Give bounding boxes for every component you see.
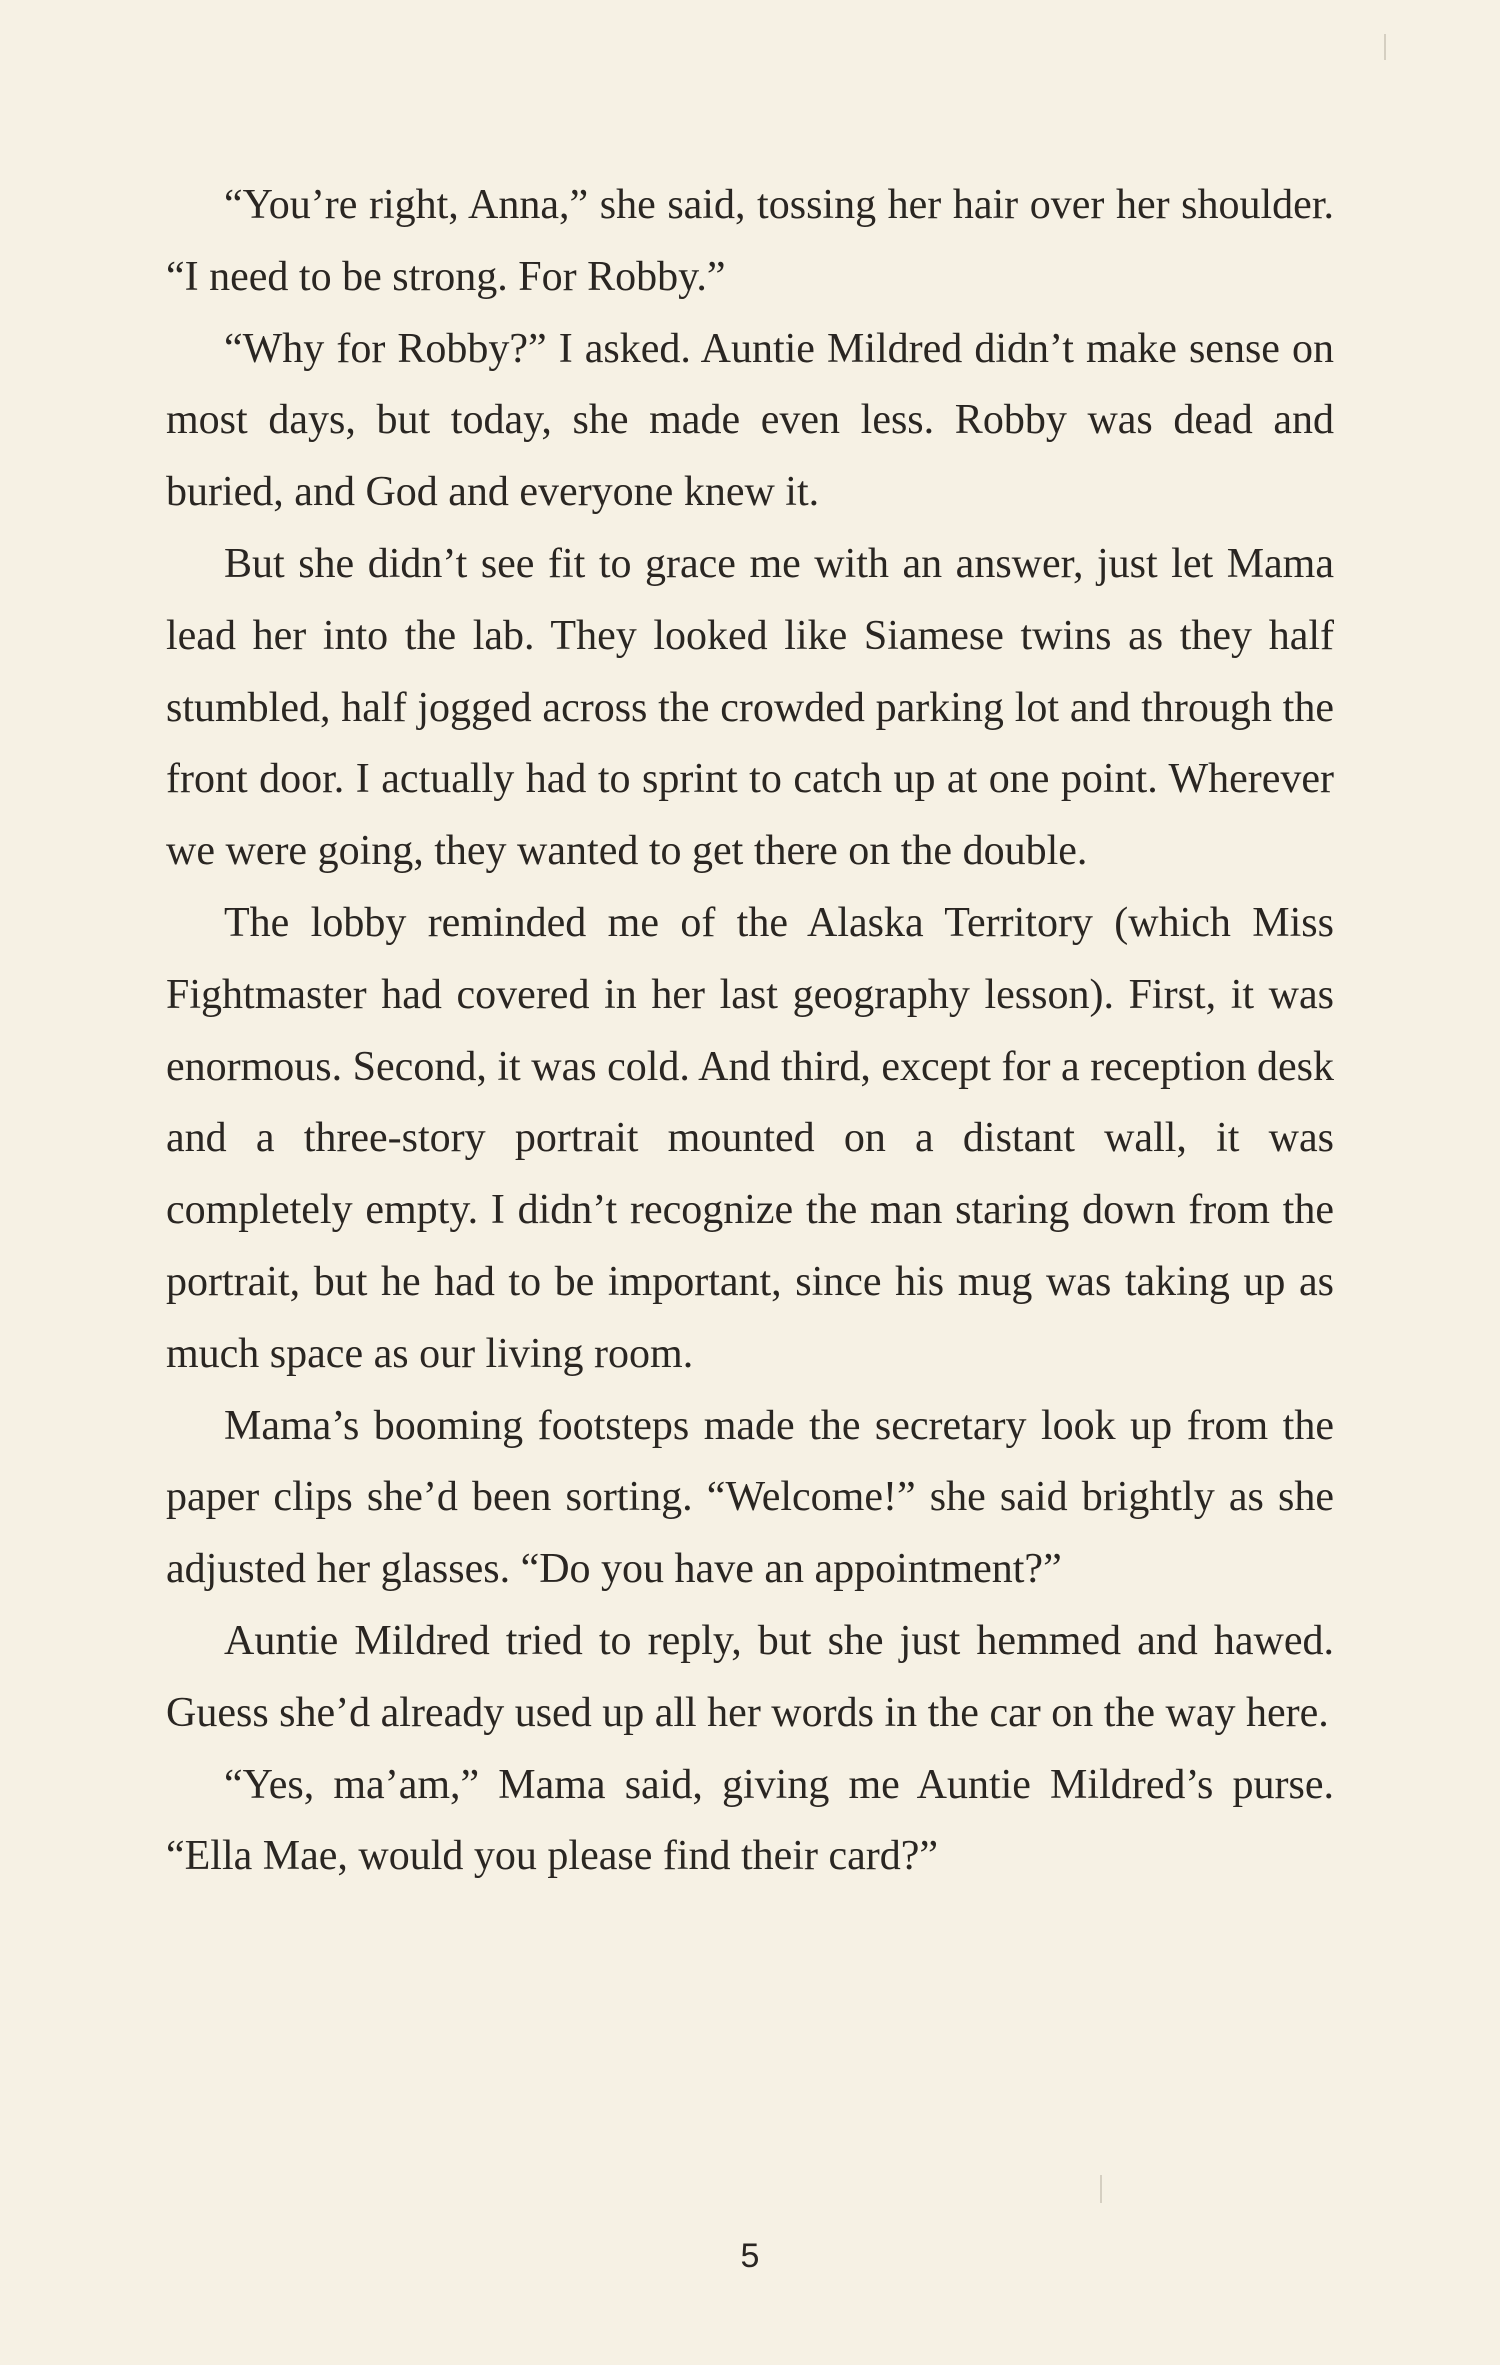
scan-mark — [1384, 34, 1386, 60]
scan-mark — [1100, 2175, 1102, 2203]
body-text — [166, 170, 1334, 1893]
paragraph: Auntie Mildred tried to reply, but she just hemmed and hawed. Guess she’d already used up all her words in the car on the way here. — [166, 1617, 1334, 1736]
paragraph: “Why for Robby?” I asked. Auntie Mildred didn’t make sense on most days, but today, she made even less. Robby was dead and buried, and God and everyone knew it. — [166, 325, 1334, 516]
page-number: 5 — [740, 2237, 760, 2275]
paragraph: The lobby reminded me of the Alaska Territory (which Miss Fightmaster had covered in her last geography lesson). First, it was enormous. Second, it was cold. And third, except for a reception desk and a three-story portrait mounted on a distant wall, it was completely empty. I didn’t recognize the man staring down from the portrait, but he had to be important, since his mug was taking up as much space as our living room. — [166, 899, 1334, 1377]
paragraph: “You’re right, Anna,” she said, tossing her hair over her shoulder. “I need to be strong. For Robby.” — [166, 182, 1334, 300]
paragraph: Mama’s booming footsteps made the secretary look up from the paper clips she’d been sorting. “Welcome!” she said brightly as she adjusted her glasses. “Do you have an appointment?” — [166, 1402, 1334, 1593]
paragraph: “Yes, ma’am,” Mama said, giving me Auntie Mildred’s purse. “Ella Mae, would you please find their card?” — [166, 1761, 1334, 1880]
paragraph: But she didn’t see fit to grace me with an answer, just let Mama lead her into the lab. They looked like Siamese twins as they half stumbled, half jogged across the crowded parking lot and through the front door. I actually had to sprint to catch up at one point. Wherever we were going, they wanted to get there on the double. — [166, 540, 1334, 875]
